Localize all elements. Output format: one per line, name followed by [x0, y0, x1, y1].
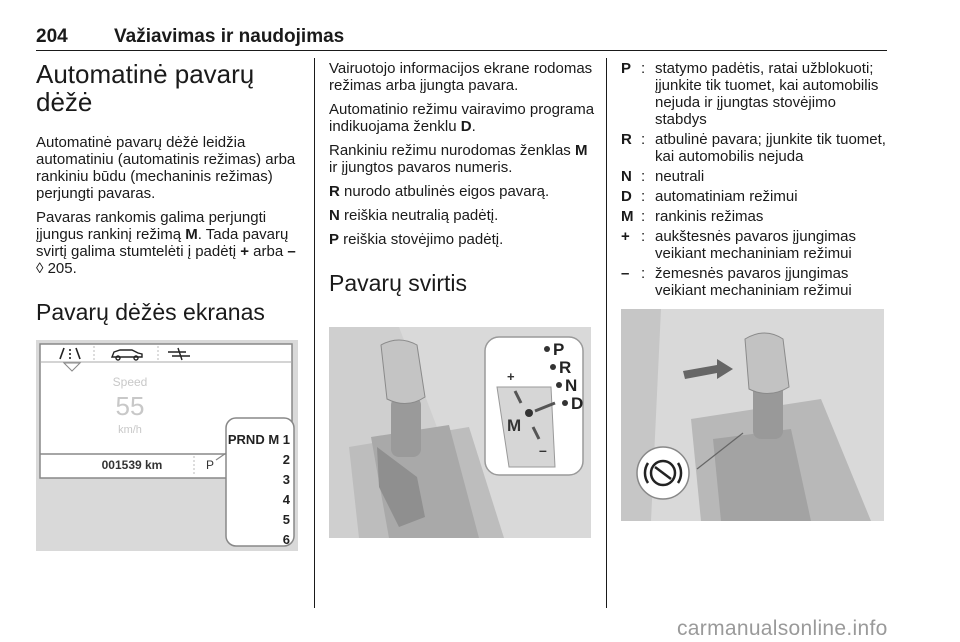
def-row-p: P : statymo padėtis, ratai užblokuoti; įjunkite tik tuomet, kai automobilis nejuda ir įjungtas stovėjimo stabdys	[621, 60, 879, 128]
intro-paragraph: Automatinė pavarų dėžė leidžia automatiniu (automatinis režimas) arba rankiniu būdu (mechaninis režimas) perjungti pavaras.	[36, 134, 296, 202]
odometer-reading: 001539 km	[101, 458, 163, 472]
lever-illustration	[329, 327, 591, 538]
speed-label: Speed	[112, 375, 148, 389]
arrow-icon	[683, 359, 733, 379]
page-ref[interactable]: 205.	[43, 260, 77, 277]
lever-label-r: R	[559, 358, 572, 377]
column-divider-2	[606, 58, 607, 608]
def-row-d: D : automatiniam režimui	[621, 188, 798, 205]
callout-header: PRND M 1	[227, 432, 290, 447]
lever-label-plus: +	[507, 369, 515, 384]
gear-definition-list	[621, 60, 889, 302]
callout-gear-4: 4	[282, 492, 290, 507]
transmission-display-figure	[36, 340, 298, 551]
column-1	[36, 60, 302, 325]
speed-value: 55	[115, 391, 145, 421]
reverse-paragraph: R nurodo atbulinės eigos pavarą.	[329, 183, 550, 200]
manual-indicator-paragraph: Rankiniu režimu nurodomas ženklas M ir įjungtos pavaros numeris.	[329, 142, 588, 176]
display-paragraph: Vairuotojo informacijos ekrane rodomas režimas arba įjungta pavara.	[329, 60, 593, 94]
header-rule	[36, 50, 887, 51]
page-ref-icon: ◊	[36, 260, 44, 277]
lever-label-n: N	[565, 376, 578, 395]
callout-gear-3: 3	[282, 472, 290, 487]
callout-gear-5: 5	[282, 512, 290, 527]
callout-gear-6: 6	[282, 532, 290, 547]
column-divider-1	[314, 58, 315, 608]
def-row-minus: – : žemesnės pavaros įjungimas veikiant mechaniniam režimui	[621, 265, 852, 299]
lever-label-d: D	[571, 394, 584, 413]
def-row-r: R : atbulinė pavara; įjunkite tik tuomet, kai automobilis nejuda	[621, 131, 886, 165]
gear-lever-figure	[329, 327, 591, 538]
column-2	[329, 60, 595, 296]
subsection-heading-lever: Pavarų svirtis	[329, 270, 468, 296]
def-row-m: M : rankinis režimas	[621, 208, 764, 225]
callout-gear-2: 2	[282, 452, 290, 467]
auto-mode-paragraph: Automatinio režimu vairavimo programa indikuojama ženklu D.	[329, 101, 595, 135]
speed-unit: km/h	[118, 424, 142, 436]
manual-mode-paragraph: Pavaras rankomis galima perjungti įjungus rankinį režimą M. Tada pavarų svirtį galima stumtelėti į padėtį + arba – ◊ 205.	[36, 209, 296, 277]
def-row-n: N : neutrali	[621, 168, 705, 185]
lever-brake-figure	[621, 309, 884, 521]
lever-label-m: M	[507, 416, 522, 435]
chapter-title: Važiavimas ir naudojimas	[114, 26, 345, 47]
park-paragraph: P reiškia stovėjimo padėtį.	[329, 231, 504, 248]
cluster-illustration	[36, 340, 298, 551]
page-header	[36, 26, 887, 48]
neutral-paragraph: N reiškia neutralią padėtį.	[329, 207, 499, 224]
lever-label-minus: –	[539, 442, 547, 458]
section-heading: Automatinė pavarų dėžė	[36, 59, 255, 117]
watermark: carmanualsonline.info	[677, 617, 888, 640]
gear-indicator: P	[206, 458, 215, 472]
page-number: 204	[36, 26, 68, 47]
subsection-heading-display: Pavarų dėžės ekranas	[36, 299, 265, 325]
brake-illustration	[621, 309, 884, 521]
lever-label-p: P	[553, 340, 565, 359]
def-row-plus: + : aukštesnės pavaros įjungimas veikiant mechaniniam režimui	[621, 228, 856, 262]
